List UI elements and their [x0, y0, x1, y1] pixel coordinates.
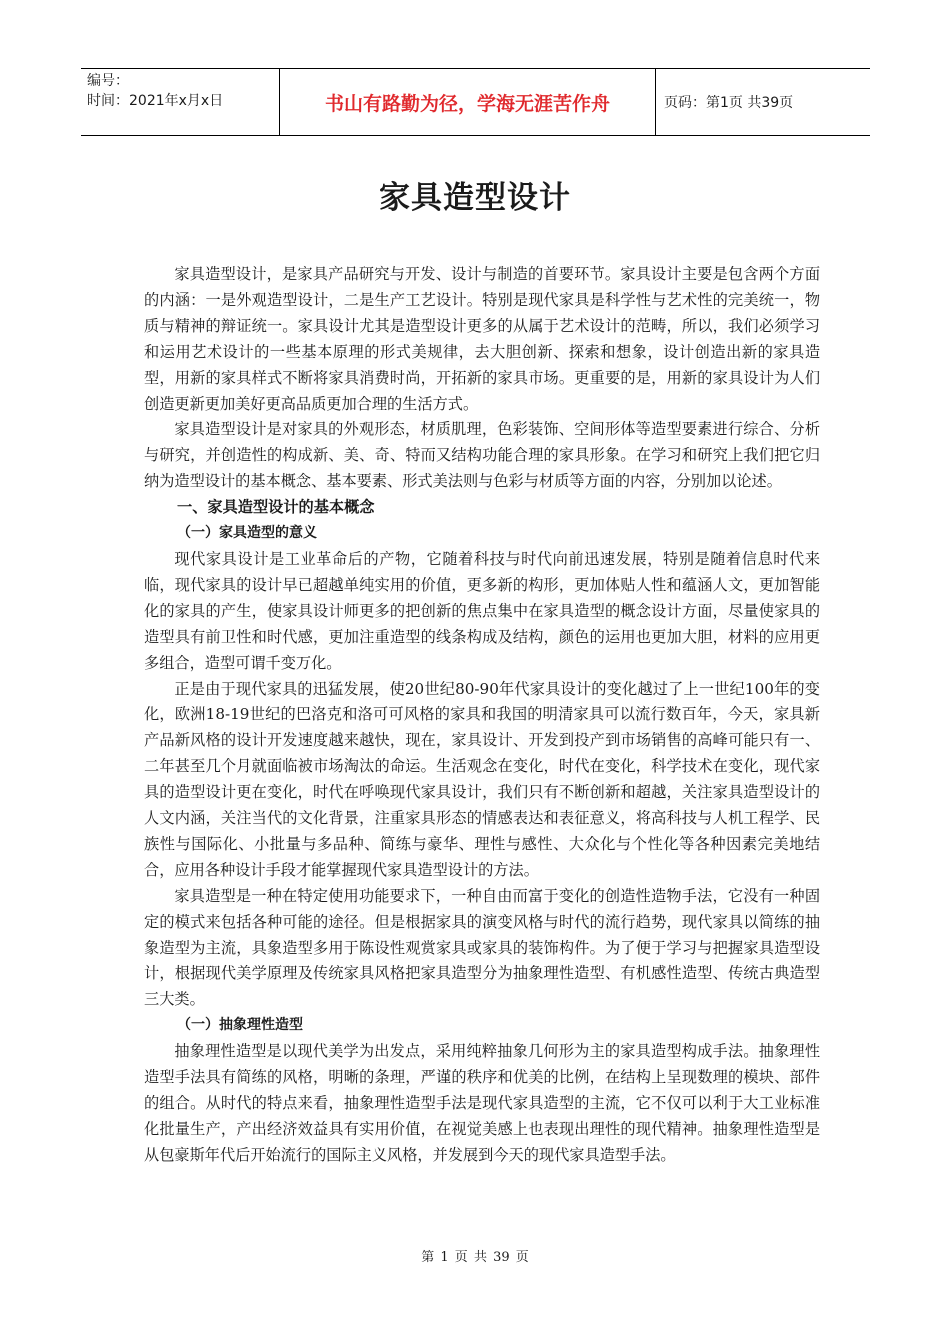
footer-word: 页: [515, 1250, 529, 1265]
page-footer: [0, 1246, 950, 1265]
header-motto: 书山有路勤为径，学海无涯苦作舟: [280, 69, 656, 135]
paragraph: 家具造型设计是对家具的外观形态，材质肌理，色彩装饰、空间形体等造型要素进行综合、分析与研究，并创造性的构成新、美、奇、特而又结构功能合理的家具形象。在学习和研究上我们把它归纳为造型设计的基本概念、基本要素、形式美法则与色彩与材质等方面的内容，分别加以论述。: [144, 420, 820, 491]
footer-word: 共: [473, 1250, 487, 1265]
paragraph: 家具造型是一种在特定使用功能要求下，一种自由而富于变化的创造性造物手法，它没有一种固定的模式来包括各种可能的途径。但是根据家具的演变风格与时代的流行趋势，现代家具以简练的抽象造型为主流，具象造型多用于陈设性观赏家具或家具的装饰构件。为了便于学习与把握家具造型设计，根据现代美学原理及传统家具风格把家具造型分为抽象理性造型、有机感性造型、传统古典造型三大类。: [144, 886, 820, 1009]
subsection-heading: （一）抽象理性造型: [177, 1017, 303, 1034]
footer-word: 页: [454, 1250, 468, 1265]
header-info-cell: [81, 69, 280, 135]
number-label: 编号：: [87, 73, 129, 89]
document-title: 家具造型设计: [379, 180, 571, 216]
paragraph: 抽象理性造型是以现代美学为出发点，采用纯粹抽象几何形为主的家具造型构成手法。抽象理性造型手法具有简练的风格，明晰的条理，严谨的秩序和优美的比例，在结构上呈现数理的模块、部件的组合。从时代的特点来看，抽象理性造型手法是现代家具造型的主流，它不仅可以利于大工业标准化批量生产，产出经济效益具有实用价值，在视觉美感上也表现出理性的现代精神。抽象理性造型是从包豪斯年代后开始流行的国际主义风格，并发展到今天的现代家具造型手法。: [144, 1042, 820, 1164]
time-label: 时间：2021年x月x日: [87, 93, 224, 109]
footer-page-number: 1: [440, 1250, 449, 1265]
section-heading: 一、家具造型设计的基本概念: [177, 498, 375, 517]
paragraph: 正是由于现代家具的迅猛发展，使20世纪80-90年代家具设计的变化越过了上一世纪100年的变化，欧洲18-19世纪的巴洛克和洛可可风格的家具和我国的明清家具可以流行数百年，今天，家具新产品新风格的设计开发速度越来越快，现在，家具设计、开发到投产到市场销售的高峰可能只有一、二年甚至几个月就面临被市场淘汰的命运。生活观念在变化，时代在变化，科学技术在变化，现代家具的造型设计更在变化，时代在呼唤现代家具设计，我们只有不断创新和超越，关注家具造型设计的人文内涵，关注当代的文化背景，注重家具形态的情感表达和表征意义，将高科技与人机工程学、民族性与国际化、小批量与多品种、简练与豪华、理性与感性、大众化与个性化等各种因素完美地结合，应用各种设计手段才能掌握现代家具造型设计的方法。: [144, 679, 820, 879]
paragraph: 现代家具设计是工业革命后的产物，它随着科技与时代向前迅速发展，特别是随着信息时代来临，现代家具的设计早已超越单纯实用的价值，更多新的构形，更加体贴人性和蕴涵人文，更加智能化的家具的产生，使家具设计师更多的把创新的焦点集中在家具造型的概念设计方面，尽量使家具的造型具有前卫性和时代感，更加注重造型的线条构成及结构，颜色的运用也更加大胆，材料的应用更多组合，造型可谓千变万化。: [144, 549, 820, 672]
footer-total-pages: 39: [493, 1250, 510, 1265]
document-header: [81, 68, 870, 136]
footer-word: 第: [421, 1250, 435, 1265]
subsection-heading: （一）家具造型的意义: [177, 525, 317, 542]
paragraph: 家具造型设计，是家具产品研究与开发、设计与制造的首要环节。家具设计主要是包含两个方面的内涵：一是外观造型设计，二是生产工艺设计。特别是现代家具是科学性与艺术性的完美统一，物质与精神的辩证统一。家具设计尤其是造型设计更多的从属于艺术设计的范畴，所以，我们必须学习和运用艺术设计的一些基本原理的形式美规律，去大胆创新、探索和想象，设计创造出新的家具造型，用新的家具样式不断将家具消费时尚，开拓新的家具市场。更重要的是，用新的家具设计为人们创造更新更加美好更高品质更加合理的生活方式。: [144, 265, 820, 413]
document-body: [144, 262, 820, 1169]
header-page-label: 页码：第1页 共39页: [664, 95, 794, 111]
